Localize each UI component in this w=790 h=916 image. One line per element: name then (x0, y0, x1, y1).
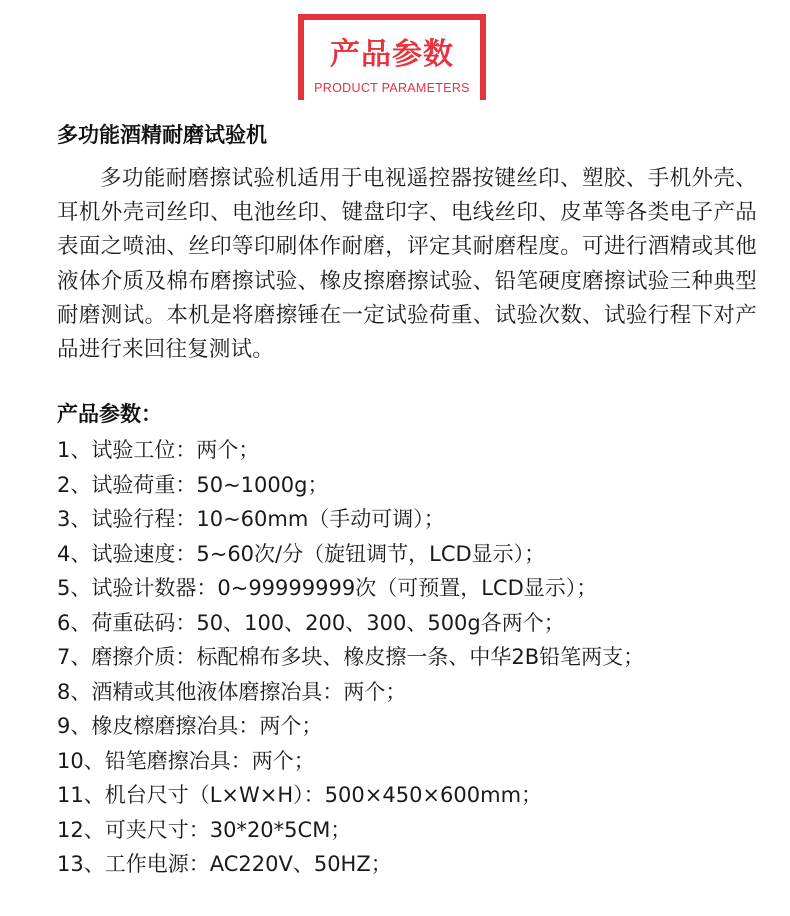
param-item: 10、铅笔磨擦冶具：两个； (57, 748, 315, 773)
param-item: 11、机台尺寸（L×W×H）：500×450×600mm； (57, 783, 543, 808)
param-item: 7、磨擦介质：标配棉布多块、橡皮擦一条、中华2B铅笔两支； (57, 645, 645, 670)
param-item: 2、试验荷重：50~1000g； (57, 472, 329, 497)
param-item: 12、可夹尺寸：30*20*5CM； (57, 817, 352, 842)
param-item: 4、试验速度：5~60次/分（旋钮调节，LCD显示）； (57, 541, 546, 566)
param-item: 9、橡皮檫磨擦冶具：两个； (57, 714, 323, 739)
param-item: 3、试验行程：10~60mm（手动可调）； (57, 507, 445, 532)
header-title: 产品参数 (330, 37, 454, 72)
intro-paragraph: 多功能耐磨擦试验机适用于电视遥控器按键丝印、塑胶、手机外壳、耳机外壳司丝印、电池丝印、键盘印字、电线丝印、皮革等各类电子产品表面之喷油、丝印等印刷体作耐磨，评定其耐磨程度。可进行酒精或其他液体介质及棉布磨擦试验、橡皮擦磨擦试验、铅笔硬度磨擦试验三种典型耐磨测试。本机是将磨擦锤在一定试验荷重、试验次数、试验行程下对产品进行来回往复测试。 (57, 166, 757, 363)
param-item: 5、试验计数器：0~99999999次（可预置，LCD显示）； (57, 576, 598, 601)
document-body (57, 118, 757, 882)
param-item: 6、荷重砝码：50、100、200、300、500g各两个； (57, 610, 565, 635)
header-frame-top (298, 14, 486, 20)
param-item: 8、酒精或其他液体磨擦冶具：两个； (57, 679, 407, 704)
param-item: 13、工作电源：AC220V、50HZ； (57, 852, 392, 877)
document-title: 多功能酒精耐磨试验机 (57, 123, 267, 147)
section-header (298, 14, 486, 100)
param-item: 1、试验工位：两个； (57, 438, 260, 463)
params-heading: 产品参数： (57, 402, 162, 427)
header-subtitle: PRODUCT PARAMETERS (314, 81, 470, 95)
param-list (57, 433, 757, 882)
